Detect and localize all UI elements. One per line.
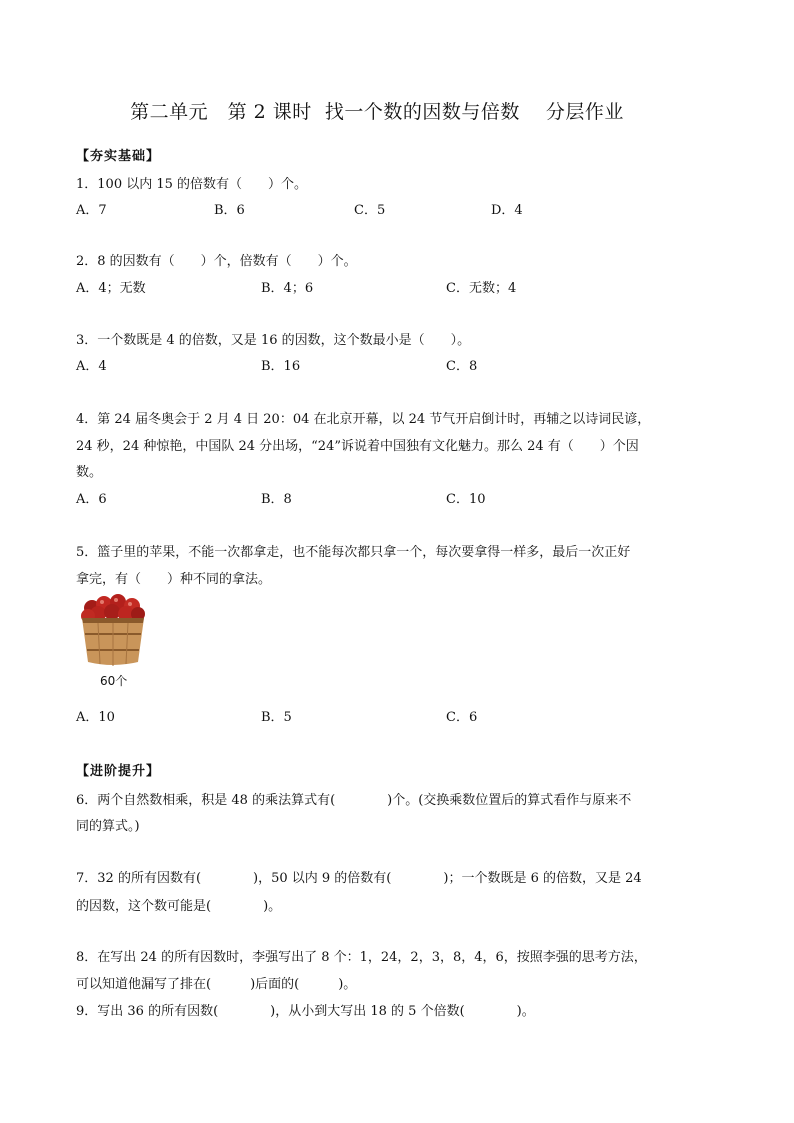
question-4-line-2: 24 秒，24 种惊艳，中国队 24 分出场，“24”诉说着中国独有文化魅力。那么 24 有（ ）个因 xyxy=(76,439,639,454)
question-1-stem: 1．100 以内 15 的倍数有（ ）个。 xyxy=(76,177,308,192)
q4-option-b: B．8 xyxy=(261,492,292,507)
q5-option-a: A．10 xyxy=(76,710,115,725)
q1-option-d: D．4 xyxy=(491,203,523,218)
section-basic: 【夯实基础】 xyxy=(76,149,161,164)
q4-option-c: C．10 xyxy=(446,492,486,507)
q1-option-c: C．5 xyxy=(354,203,386,218)
section-advanced: 【进阶提升】 xyxy=(76,764,161,779)
q3-option-a: A．4 xyxy=(76,359,107,374)
question-7-line-2: 的因数，这个数可能是( )。 xyxy=(76,899,282,914)
basket-label: 60个 xyxy=(100,674,128,688)
question-4-line-1: 4．第 24 届冬奥会于 2 月 4 日 20：04 在北京开幕，以 24 节气开启倒计时，再辅之以诗词民谚， xyxy=(76,412,651,427)
q3-option-b: B．16 xyxy=(261,359,301,374)
page-title: 第二单元 第 2 课时 找一个数的因数与倍数 分层作业 xyxy=(130,101,624,123)
q5-option-b: B．5 xyxy=(261,710,292,725)
question-7-line-1: 7．32 的所有因数有( )，50 以内 9 的倍数有( )；一个数既是 6 的倍数，又是 24 xyxy=(76,871,642,886)
q4-option-a: A．6 xyxy=(76,492,107,507)
question-5-line-1: 5．篮子里的苹果，不能一次都拿走，也不能每次都只拿一个，每次要拿得一样多，最后一次正好 xyxy=(76,545,631,560)
q5-option-c: C．6 xyxy=(446,710,478,725)
basket xyxy=(82,618,144,666)
q2-option-b: B．4；6 xyxy=(261,281,314,296)
question-8-line-2: 可以知道他漏写了排在( )后面的( )。 xyxy=(76,977,357,992)
q1-option-a: A．7 xyxy=(76,203,107,218)
q3-option-c: C．8 xyxy=(446,359,478,374)
question-3-stem: 3．一个数既是 4 的倍数，又是 16 的因数，这个数最小是（ ）。 xyxy=(76,333,471,348)
question-2-stem: 2．8 的因数有（ ）个，倍数有（ ）个。 xyxy=(76,254,357,269)
question-9-line-1: 9．写出 36 的所有因数( )，从小到大写出 18 的 5 个倍数( )。 xyxy=(76,1004,535,1019)
question-8-line-1: 8．在写出 24 的所有因数时，李强写出了 8 个：1，24，2，3，8，4，6，按照李强的思考方法， xyxy=(76,950,647,965)
q1-option-b: B．6 xyxy=(214,203,245,218)
q2-option-c: C．无数；4 xyxy=(446,281,517,296)
question-6-line-1: 6．两个自然数相乘，积是 48 的乘法算式有( )个。(交换乘数位置后的算式看作与原来不 xyxy=(76,793,632,808)
question-5-line-2: 拿完，有（ ）种不同的拿法。 xyxy=(76,572,272,587)
question-4-line-3: 数。 xyxy=(76,465,103,480)
apple-basket-icon xyxy=(78,590,148,668)
q2-option-a: A．4；无数 xyxy=(76,281,146,296)
question-6-line-2: 同的算式。) xyxy=(76,819,140,834)
